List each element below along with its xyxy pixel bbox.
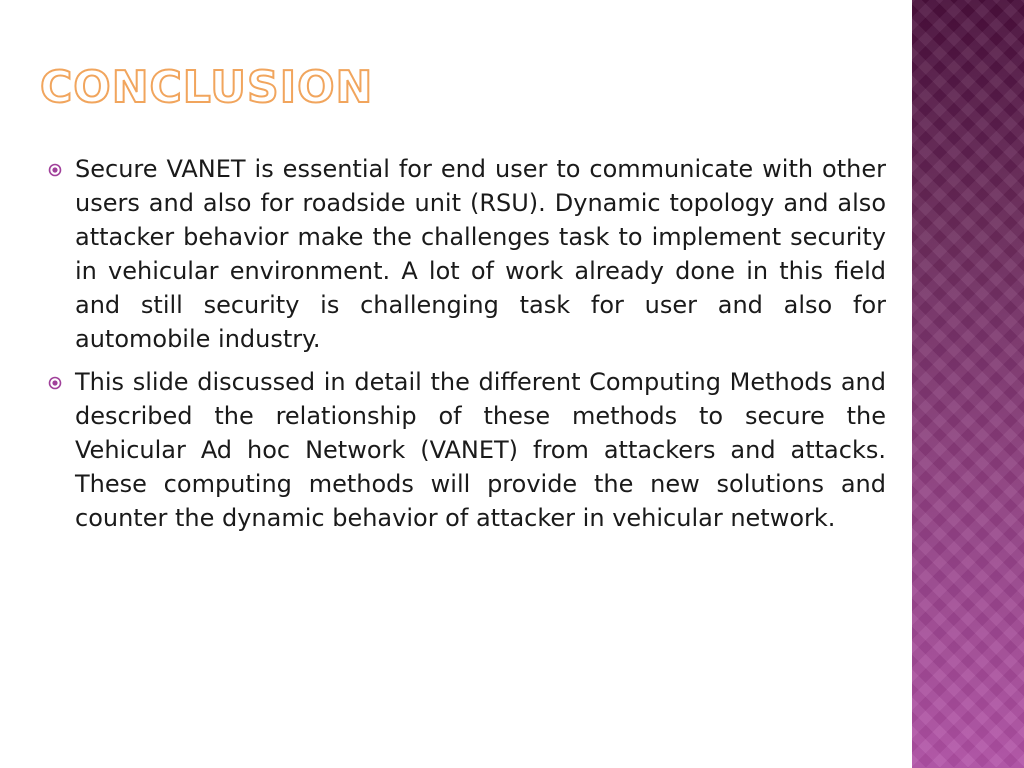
- decorative-side-band: [912, 0, 1024, 768]
- bullet-text: This slide discussed in detail the different Computing Methods and described the relationship of these methods to secure the Vehicular Ad hoc Network (VANET) from attackers and attacks. These computing methods will provide the new solutions and counter the dynamic behavior of attacker in vehicular network.: [75, 368, 886, 532]
- circle-dot-icon: [48, 376, 62, 390]
- bullet-item-1: [48, 152, 886, 356]
- bullet-item-2: [48, 365, 886, 535]
- slide-title: CONCLUSION: [40, 62, 374, 113]
- bullet-text: Secure VANET is essential for end user to communicate with other users and also for roadside unit (RSU). Dynamic topology and also attacker behavior make the challenges task to implement security in vehicular environment. A lot of work already done in this field and still security is challenging task for user and also for automobile industry.: [75, 155, 886, 353]
- bullet-list: [48, 152, 886, 544]
- circle-dot-icon: [48, 163, 62, 177]
